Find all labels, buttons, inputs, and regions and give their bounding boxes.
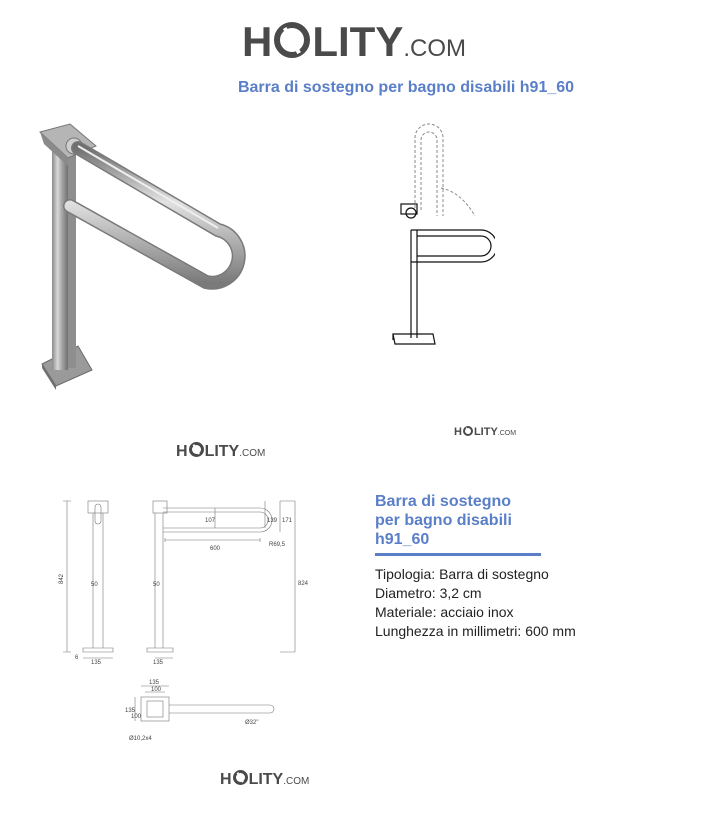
logo-suffix: .COM (497, 430, 517, 437)
dim-side-radius: R69,5 (269, 542, 286, 548)
page-title: Barra di sostegno per bagno disabili h91_60 (237, 79, 575, 96)
logo-suffix: .COM (403, 35, 467, 62)
dim-front-width: 135 (91, 660, 102, 666)
dim-side-column: 50 (153, 582, 160, 588)
logo-o-mark-icon (189, 442, 204, 457)
spec-row-lunghezza (375, 622, 576, 641)
spec-divider (375, 553, 541, 556)
spec-heading-line: h91_60 (375, 531, 430, 548)
dim-side-length: 600 (210, 546, 221, 552)
spec-heading (375, 492, 575, 549)
brand-logo[interactable] (242, 18, 466, 66)
spec-label: Tipologia: (375, 566, 436, 582)
dim-side-height: 824 (298, 581, 309, 587)
spec-list (375, 565, 576, 641)
drawing-logo (220, 769, 309, 789)
dim-front-base: 6 (75, 655, 79, 661)
dim-side-top: 139 (267, 518, 278, 524)
logo-letters: LITY (248, 771, 284, 788)
dim-plan-tube: Ø32" (245, 720, 259, 726)
spec-value: 3,2 cm (439, 585, 482, 601)
dim-side-base: 135 (153, 660, 164, 666)
spec-row-diametro (375, 584, 576, 603)
logo-o-mark-icon (463, 426, 473, 436)
logo-suffix: .COM (283, 776, 310, 787)
dim-plan-depth-outer: 135 (125, 708, 136, 714)
logo-letter-h: H (242, 18, 273, 65)
product-photo (30, 118, 260, 398)
photo-logo (176, 441, 265, 461)
spec-heading-line: per bagno disabili (375, 512, 512, 529)
logo-letter-h: H (454, 426, 462, 438)
spec-label: Materiale: (375, 604, 437, 620)
spec-label: Lunghezza in millimetri: (375, 623, 522, 639)
spec-row-materiale (375, 603, 576, 622)
logo-o-mark-icon (274, 22, 310, 58)
spec-label: Diametro: (375, 585, 436, 601)
dim-plan-inner: 100 (151, 687, 162, 693)
logo-letter-h: H (220, 771, 232, 788)
logo-o-mark-icon (233, 770, 248, 785)
sketch-logo (454, 425, 516, 438)
spec-heading-line: Barra di sostegno (375, 493, 512, 510)
spec-value: acciaio inox (440, 604, 514, 620)
logo-letters: LITY (312, 18, 404, 65)
dim-plan-outer: 135 (149, 680, 160, 686)
dim-side-offset: 107 (205, 518, 216, 524)
logo-suffix: .COM (239, 448, 266, 459)
product-sketch (385, 118, 495, 363)
spec-row-tipologia (375, 565, 576, 584)
dim-plan-depth-inner: 100 (131, 714, 142, 720)
logo-letter-h: H (176, 443, 188, 460)
logo-letters: LITY (204, 443, 240, 460)
dim-front-height: 842 (59, 573, 65, 584)
spec-value: 600 mm (525, 623, 576, 639)
dim-plan-hole: Ø10,2x4 (129, 736, 152, 742)
logo-letters: LITY (473, 426, 498, 438)
dim-side-total: 171 (282, 518, 293, 524)
spec-value: Barra di sostegno (439, 566, 549, 582)
dim-front-column: 50 (91, 582, 98, 588)
technical-drawing (55, 490, 315, 760)
